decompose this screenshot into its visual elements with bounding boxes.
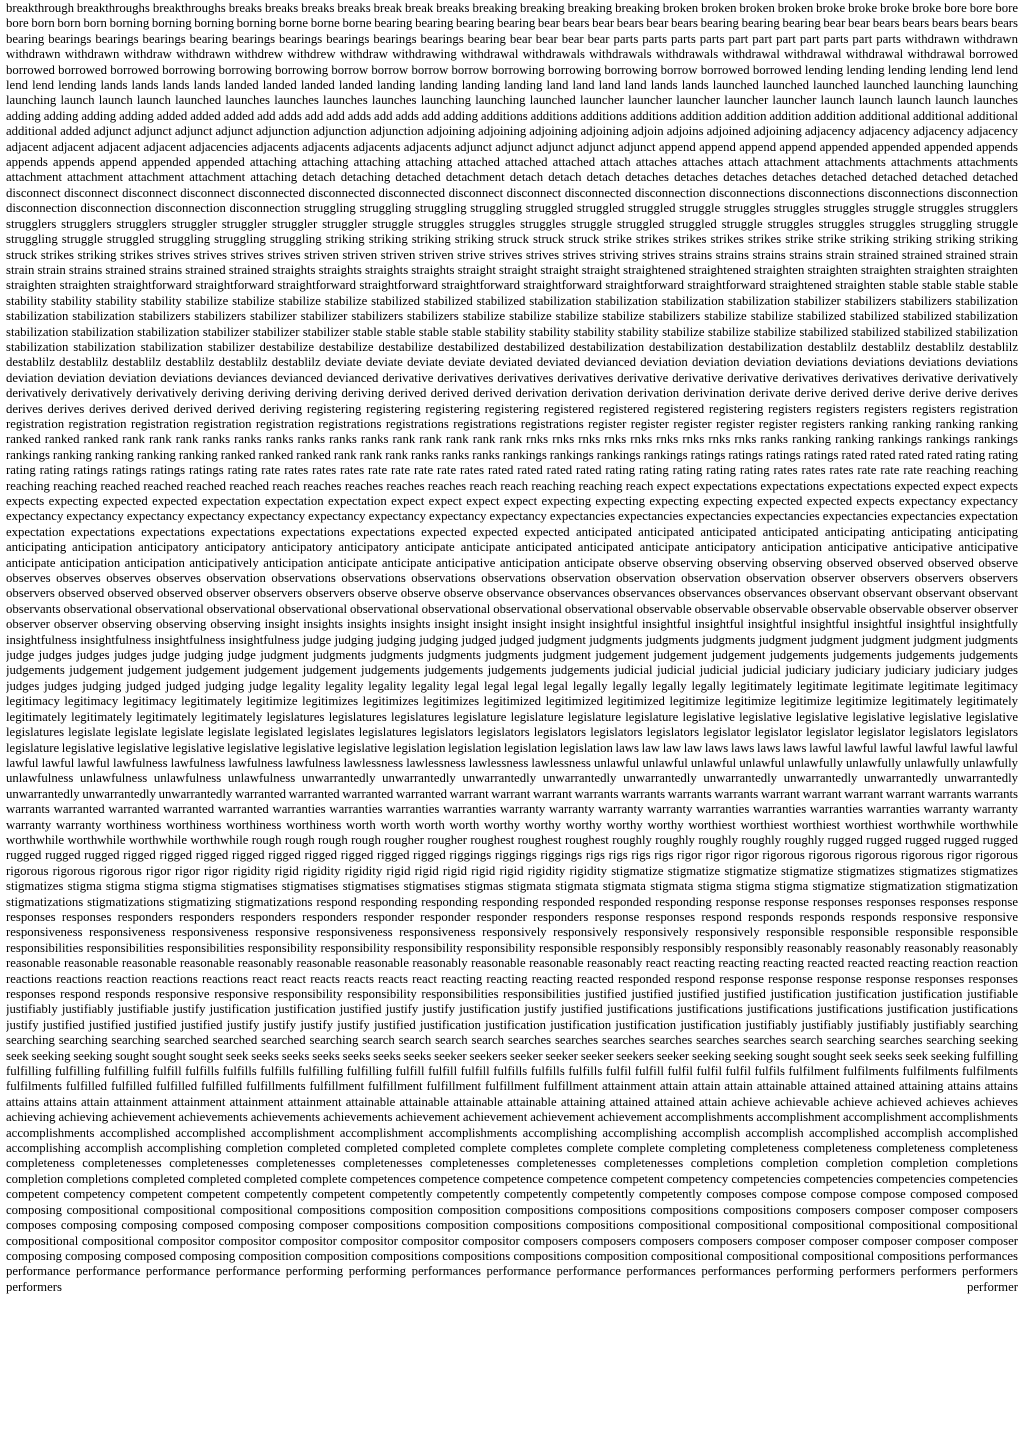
body-text: breakthrough breakthroughs breakthroughs breaks breaks breaks breaks break break breaks breaking breaking breaking breaking broken broken broken broken broke broke broke broke bore bore bore bore born born born borning borning borning borning borne borne borne bearing bearing bearing bearing bear bears bear bears bear bears bearing bearing bearing bear bear bears bears bears bears bears bearing bearings bearings bearings bearing bearings bearings bearings bearings bearings bearing bear bear bear bear parts parts parts parts part part part part parts part parts withdrawn withdrawn withdrawn withdrawn withdraw withdrawn withdrew withdrew withdraw withdrawing withdrawal withdrawals withdrawals withdrawals withdrawal withdrawal withdrawal withdrawal borrowed borrowed borrowed borrowed borrowing borrowing borrowing borrow borrow borrow borrow borrowing borrowing borrowing borrow borrowed borrowed lending lending lending lending lend lend lend lend lending lands lands lands lands landed landed landed landed landing landing landing landing land land land land lands lands launched launched launched launched launching launching launching launch launch launch launched launches launches launches launches launching launching launched launcher launcher launcher launcher launcher launch launch launch launch launches adding adding adding adding added added added add adds add add adds add adds add adding additions additions additions additions addition addition addition addition additional additional additional additional added adjunct adjunct adjunct adjunct adjunction adjunction adjunction adjoining adjoining adjoining adjoining adjoin adjoins adjoined adjoining adjacency adjacency adjacency adjacency adjacent adjacent adjacent adjacent adjacencies adjacents adjacents adjacents adjacents adjunct adjunct adjunct adjunct adjunct append append append append appended appended appended appends appends appends append appended appended attaching attaching attaching attaching attached attached attached attach attaches attaches attach attachment attachments attachments attachments attachment attachment attachment attachment attaching detach detaching detached detachment detach detach detach detaches detaches detaches detaches detached detached detached detached disconnect disconnect disconnect disconnect disconnected disconnected disconnected disconnect disconnect disconnected disconnection disconnections disconnections disconnections disconnection disconnection disconnection disconnection disconnection struggling struggling struggling struggling struggled struggled struggled struggle struggles struggles struggles struggle struggles strugglers strugglers strugglers strugglers struggler struggler struggler struggler struggle struggles struggles struggles struggle struggled struggled struggle struggles struggles struggles struggling struggle struggling struggle struggled struggling struggling struggling striking striking striking striking struck struck struck strike strikes strikes strikes strikes strike strike striking striking striking striking struck strikes striking strikes strives strives strives strives striven striven striven striven strive strives strives strives striving strives strains strains strains strains strain strained strained strained strain strain strain strains strained strains strained strained straights straights straights straights straight straight straight straight straightened straightened straighten straighten straighten straighten straighten straighten straighten straightforward straightforward straightforward straightforward straightforward straightforward straightforward straightforward straightened straighten stable stable stable stable stability stability stability stability stabilize stabilize stabilize stabilize stabilized stabilized stabilized stabilization stabilization stabilization stabilization stabilizer stabilizers stabilizers stabilization stabilization stabilization stabilizers stabilizers stabilizer stabilizer stabilizers stabilizers stabilize stabilize stabilize stabilize stabilizers stabilize stabilize stabilized stabilized stabilized stabilization stabilization stabilization stabilization stabilizer stabilizer stabilizer stable stable stable stable stability stability stability stability stabilize stabilize stabilize stabilized stabilized stabilized stabilization stabilization stabilization stabilization stabilizer destabilize destabilize destabilize destabilized destabilized destabilization destabilization destabilization destablilz destablilz destablilz destablilz destablilz destablilz destablilz destablilz destablilz destablilz deviate deviate deviate deviate deviated deviated devianced deviation deviation deviation deviations deviations deviations deviations deviation deviation deviation deviations deviances devianced devianced derivative derivatives derivatives derivatives derivative derivative derivative derivatives derivatives derivative derivatively derivatively derivatively derivatively deriving deriving deriving deriving derived derived derived derivation derivation derivation derivination derivate derive derived derive derive derive derives derives derives derives derived derived derived deriving registering registering registering registering registered registered registered registering registers registers registers registers registration registration registration registration registration registration registrations registrations registrations registrations register register register register register registers ranking ranking ranking ranking ranked ranked ranked rank rank rank ranks ranks ranks ranks ranks ranks rank rank rank rank rank rnks rnks rnks rnks rnks rnks rnks rnks rnks ranks ranking ranking rankings rankings rankings rankings ranking ranking ranking ranking ranked ranked ranked rank rank rank ranks ranks ranks rankings rankings rankings rankings ratings ratings ratings ratings rated rated rated rated rating rating rating rating ratings ratings ratings ratings rating rate rates rates rates rate rate rate rate rates rated rated rated rated rating rating rating rating rating rates rates rates rate rate rate reaching reaching reaching reaching reached reached reached reached reach reaches reaches reaches reaches reach reach reaching reaching reach expect expectations expectations expectations expected expect expects expects expecting expected expected expectation expectation expectation expect expect expect expect expecting expecting expecting expecting expected expected expects expectancy expectancy expectancy expectancy expectancy expectancy expectancy expectancy expectancy expectancy expectancy expectancies expectancies expectancies expectancies expectancies expectancies expectation expectation expectations expectations expectations expectations expectations expected expected expected anticipated anticipated anticipated anticipated anticipating anticipating anticipating anticipating anticipation anticipatory anticipatory anticipatory anticipatory anticipate anticipate anticipated anticipated anticipate anticipatory anticipation anticipative anticipative anticipative anticipate anticipation anticipation anticipatively anticipation anticipate anticipate anticipative anticipation anticipate observe observing observing observing observed observed observed observe observes observes observes observes observation observations observations observations observations observation observation observation observation observer observers observers observers observers observed observed observed observer observers observers observe observe observe observance observances observances observances observances observant observant observant observant observants observational observational observational observational observational observational observational observational observable observable observable observable observable observer observer observer observer observing observing observing insight insights insights insights insight insight insight insight insightful insightful insightful insightful insightful insightful insightful insightfully insightfulness insightfulness insightfulness insightfulness judge judging judging judging judged judged judgment judgments judgments judgments judgment judgment judgment judgment judgments judge judges judges judges judge judging judge judgment judgments judgments judgments judgments judgment judgement judgement judgement judgements judgements judgements judgements judgements judgement judgement judgement judgement judgement judgements judgements judgements judgements judicial judicial judicial judicial judiciary judiciary judiciary judiciary judges judges judges judging judged judged judging judge legality legality legality legality legal legal legal legal legally legally legally legally legitimately legitimate legitimate legitimate legitimacy legitimacy legitimacy legitimacy legitimately legitimize legitimizes legitimizes legitimizes legitimized legitimized legitimized legitimize legitimize legitimize legitimize legitimately legitimately legitimately legitimately legitimately legitimately legislatures legislatures legislatures legislature legislature legislature legislature legislative legislative legislative legislative legislative legislative legislatures legislate legislate legislate legislate legislated legislates legislatures legislators legislators legislators legislators legislators legislator legislator legislator legislator legislators legislators legislature legislative legislative legislative legislative legislative legislative legislation legislation legislation legislation laws law law law laws laws laws laws lawful lawful lawful lawful lawful lawful lawful lawful lawful lawfulness lawfulness lawfulness lawfulness lawlessness lawlessness lawlessness lawlessness unlawful unlawful unlawful unlawful unlawfully unlawfully unlawfully unlawfully unlawfulness unlawfulness unlawfulness unlawfulness unwarrantedly unwarrantedly unwarrantedly unwarrantedly unwarrantedly unwarrantedly unwarrantedly unwarrantedly unwarrantedly unwarrantedly unwarrantedly unwarrantedly warranted warranted warranted warranted warrant warrant warrant warrants warrants warrants warrants warrant warrant warrant warrant warrants warrants warrants warranted warranted warranted warranted warranties warranties warranties warranties warranty warranty warranty warranty warranties warranties warranties warranties warranty warranty warranty warranty worthiness worthiness worthiness worthiness worth worth worth worth worthy worthy worthy worthy worthy worthiest worthiest worthiest worthiest worthwhile worthwhile worthwhile worthwhile worthwhile worthwhile rough rough rough rough rougher rougher roughest roughest roughest roughly roughly roughly roughly roughly rugged rugged rugged rugged rugged rugged rugged rugged rigged rigged rigged rigged rigged rigged rigged rigged rigged riggings riggings riggings rigs rigs rigs rigs rigor rigor rigor rigorous rigorous rigorous rigorous rigor rigorous rigorous rigorous rigorous rigor rigor rigor rigidity rigid rigidity rigidity rigid rigid rigid rigid rigid rigidity rigidity stigmatize stigmatize stigmatize stigmatize stigmatizes stigmatizes stigmatizes stigmatizes stigma stigma stigma stigma stigmatises stigmatises stigmatises stigmatises stigmas stigmata stigmata stigmata stigmata stigma stigma stigma stigmatize stigmatization stigmatization stigmatizations stigmatizations stigmatizing stigmatizations respond responding responding responding responded responded responding response response responses responses responses response responses responses responders responders responders responders responder responder responder responders response responses respond responds responds responds responsive responsive responsiveness responsiveness responsiveness responsive responsiveness responsiveness responsively responsively responsively responsively responsible responsible responsible responsible responsibilities responsibilities responsibilities responsibility responsibility responsibility responsibility responsible responsibly responsibly responsibly reasonably reasonably reasonably reasonably reasonable reasonable reasonable reasonable reasonably reasonable reasonable reasonably reasonable reasonable reasonably react reacting reacting reacting reacted reacted reacting reaction reaction reactions reactions reaction reactions reactions react react reacts reacts reacts react reacting reacting reacting reacted responded respond response response response response responses responses responses respond responds responsive responsive responsibility responsibility responsibilities responsibilities justified justified justified justified justification justification justification justifiable justifiably justifiably justifiable justify justification justification justified justify justify justification justify justified justifications justifications justifications justifications justification justifications justify justified justified justified justified justify justify justify justify justified justification justification justification justification justification justifiably justifiably justifiably justifiably searching searching searching searching searched searched searched searching search search search search searches searches searches searches searches searches search searching searches searching seeking seek seeking seeking sought sought sought seek seeks seeks seeks seeks seeks seeks seeker seekers seeker seeker seeker seekers seeker seeking seeking sought sought seek seeks seek seeking fulfilling fulfilling fulfilling fulfilling fulfill fulfills fulfills fulfills fulfilling fulfilling fulfill fulfill fulfill fulfills fulfills fulfills fulfil fulfill fulfil fulfil fulfil fulfils fulfilment fulfilments fulfilments fulfilments fulfilments fulfilled fulfilled fulfilled fulfilled fulfillments fulfillment fulfillment fulfillment fulfillment fulfillment attainment attain attain attain attainable attained attained attaining attains attains attains attains attain attainment attainment attainment attainment attainable attainable attainable attainable attaining attained attained attain achieve achievable achieve achieved achieves achieves achieving achieving achievement achievements achievements achievements achievement achievement achievement achievement accomplishments accomplishment accomplishment accomplishments accomplishments accomplished accomplished accomplishment accomplishment accomplishments accomplishing accomplishing accomplish accomplish accomplished accomplish accomplished accomplishing accomplish accomplishing completion completed completed completed complete completes complete complete completing completeness completeness completeness completeness completeness completenesses completenesses completenesses completenesses completenesses completenesses completenesses completions completion completion completion completions completion completions completed completed completed complete competences competence competence competence competent competency competencies competencies competencies competencies competent competency competent competent competently competent competently competently competently competently competently composes compose compose compose composed composed composing compositional compositional compositional compositions composition composition compositions compositions compositions compositions composers composer composer composers composes composing composing composed composing composer compositions composition compositions compositions compositional compositional compositional compositional compositional compositional compositional compositor compositor compositor compositor compositor compositor composers composers composers composers composer composer composer composer composer composing composing composed composing composition composition compositions compositions compositions composition compositional compositional compositional compositions performances performance performance performance performance performing performing performances performance performance performances performances performing performers performers performers performers performer bbox=[6, 1, 1018, 1294]
